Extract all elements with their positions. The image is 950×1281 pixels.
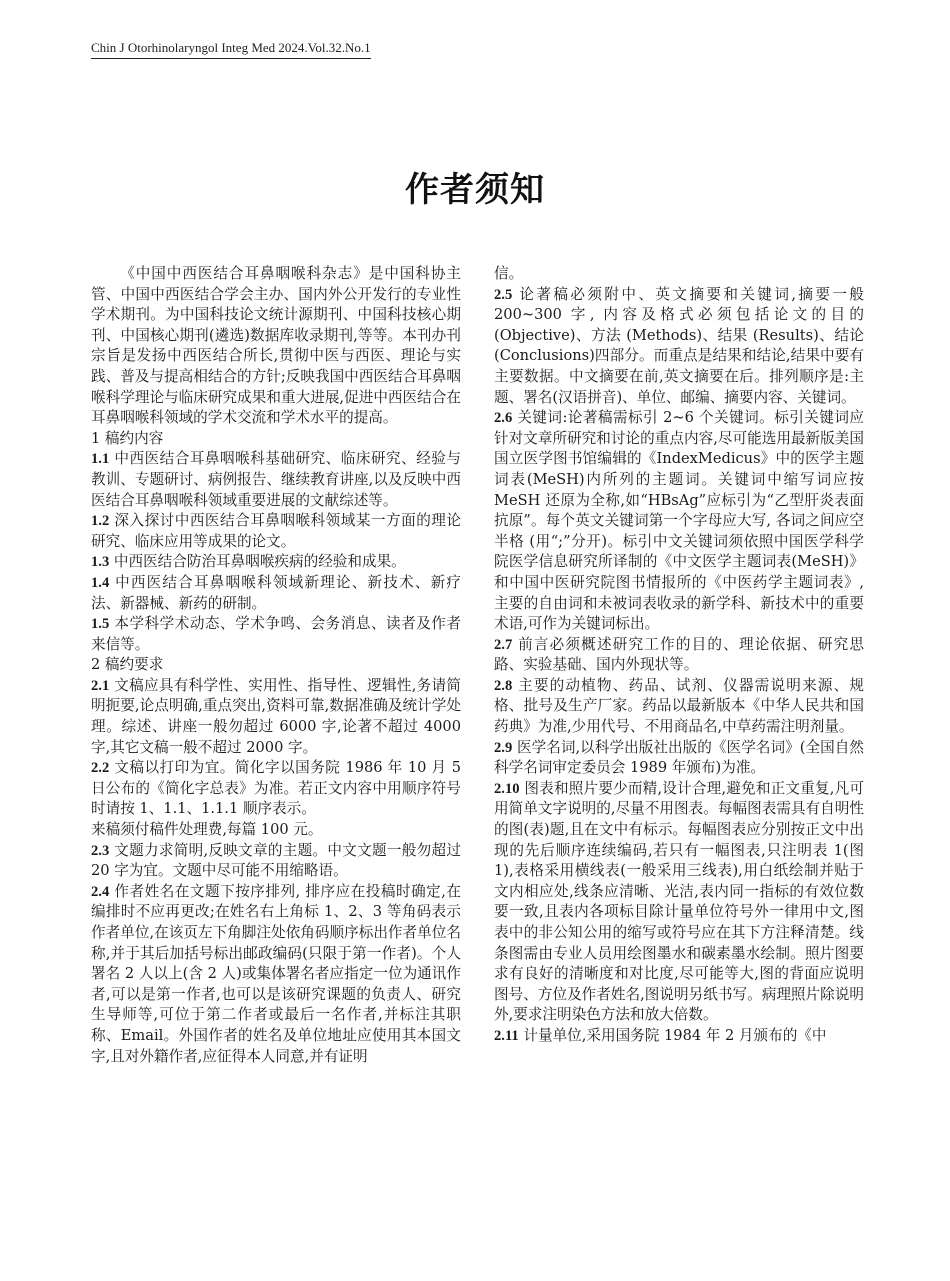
clause-number: 2.2 — [91, 760, 110, 777]
clause-text: 前言必须概述研究工作的目的、理论依据、研究思路、实验基础、国内外现状等。 — [494, 635, 864, 674]
clause-2-7 — [494, 635, 864, 676]
clause-text: 文题力求简明,反映文章的主题。中文文题一般勿超过 20 字为宜。文题中尽可能不用缩略语。 — [91, 841, 461, 880]
clause-number: 2.5 — [494, 286, 513, 303]
clause-text: 医学名词,以科学出版社出版的《医学名词》(全国自然科学名词审定委员会 1989 年颁布)为准。 — [494, 738, 864, 777]
clause-2-5 — [494, 285, 864, 409]
clause-2-1 — [91, 676, 461, 758]
clause-number: 2.11 — [494, 1027, 519, 1044]
intro-paragraph: 《中国中西医结合耳鼻咽喉科杂志》是中国科协主管、中国中西医结合学会主办、国内外公开发行的专业性学术期刊。为中国科技论文统计源期刊、中国科技核心期刊、中国核心期刊(遴选)数据库收录期刊,等等。本刊办刊宗旨是发扬中西医结合所长,贯彻中医与西医、理论与实践、普及与提高相结合的方针;反映我国中西医结合耳鼻咽喉科学理论与临床研究成果和重大进展,促进中西医结合在耳鼻咽喉科领域的学术交流和学术水平的提高。 — [91, 265, 461, 427]
clause-number: 1.5 — [91, 616, 110, 633]
clause-1-5 — [91, 614, 461, 655]
clause-text: 本学科学术动态、学术争鸣、会务消息、读者及作者来信等。 — [91, 615, 461, 653]
clause-text: 计量单位,采用国务院 1984 年 2 月颁布的《中 — [523, 1026, 827, 1044]
right-column — [494, 264, 864, 1047]
clause-2-6 — [494, 408, 864, 635]
left-column — [91, 264, 461, 1067]
clause-number: 2.1 — [91, 677, 110, 694]
clause-text: 主要的动植物、药品、试剂、仪器需说明来源、规格、批号及生产厂家。药品以最新版本《中华人民共和国药典》为准,少用代号、不用商品名,中草药需注明剂量。 — [494, 676, 864, 736]
fee-note: 来稿须付稿件处理费,每篇 100 元。 — [91, 821, 323, 839]
clause-text: 中西医结合耳鼻咽喉科领域新理论、新技术、新疗法、新器械、新药的研制。 — [91, 573, 461, 612]
page-title: 作者须知 — [405, 170, 545, 210]
clause-number: 2.4 — [91, 883, 110, 900]
clause-1-1 — [91, 449, 461, 511]
clause-text: 深入探讨中西医结合耳鼻咽喉科领域某一方面的理论研究、临床应用等成果的论文。 — [91, 512, 461, 550]
clause-2-3 — [91, 841, 461, 882]
clause-1-2 — [91, 511, 461, 552]
clause-1-4 — [91, 573, 461, 614]
clause-number: 1.1 — [91, 451, 110, 468]
clause-2-4 — [91, 882, 461, 1067]
clause-text: 作者姓名在文题下按序排列, 排序应在投稿时确定,在编排时不应再更改;在姓名右上角标 1、2、3 等角码表示作者单位,在该页左下角脚注处依角码顺序标出作者单位名称,并于其后加括号标出邮政编码(只限于第一作者)。个人署名 2 人以上(含 2 人)或集体署名者应指定一位为通讯作者,可以是第一作者,也可以是该研究课题的负责人、研究生导师等,可位于第二作者或最后一名作者,并标注其职称、Email。外国作者的姓名及单位地址应使用其本国文字,且对外籍作者,应征得本人同意,并有证明 — [91, 882, 462, 1065]
section-heading-1: 1 稿约内容 — [91, 429, 164, 447]
clause-text: 关键词:论著稿需标引 2~6 个关键词。标引关键词应针对文章所研究和讨论的重点内容,尽可能选用最新版美国国立医学图书馆编辑的《IndexMedicus》中的医学主题词表(MeSH)内所列的主题词。关键词中缩写词应按 MeSH 还原为全称,如“HBsAg”应标引为“乙型肝炎表面抗原”。每个英文关键词第一个字母应大写, 各词之间应空半格 (用“;”分开)。标引中文关键词须依照中国医学科学院医学信息研究所译制的《中文医学主题词表(MeSH)》和中国中医研究院图书情报所的《中医药学主题词表》, 主要的自由词和未被词表收录的新学科、新技术中的重要术语,可作为关键词标出。 — [494, 409, 865, 633]
clause-text: 论著稿必须附中、英文摘要和关键词,摘要一般 200~300 字, 内容及格式必须包括论文的目的(Objective)、方法 (Methods)、结果 (Results)、结论(Conclusions)四部分。而重点是结果和结论,结果中要有主要数据。中文摘要在前,英文摘要在后。排列顺序是:主题、署名(汉语拼音)、单位、邮编、摘要内容、关键词。 — [494, 285, 864, 406]
clause-text: 文稿以打印为宜。简化字以国务院 1986 年 10 月 5 日公布的《简化字总表》为准。若正文内容中用顺序符号时请按 1、1.1、1.1.1 顺序表示。 — [91, 759, 461, 818]
clause-number: 2.7 — [494, 636, 513, 653]
continued-text: 信。 — [494, 265, 524, 282]
clause-number: 2.10 — [494, 780, 520, 797]
clause-number: 2.3 — [91, 842, 110, 859]
clause-1-3 — [91, 552, 461, 573]
clause-2-10 — [494, 779, 864, 1026]
clause-text: 中西医结合耳鼻咽喉科基础研究、临床研究、经验与教训、专题研讨、病例报告、继续教育讲座,以及反映中西医结合耳鼻咽喉科领域重要进展的文献综述等。 — [91, 450, 461, 509]
clause-number: 1.2 — [91, 513, 110, 530]
clause-text: 中西医结合防治耳鼻咽喉疾病的经验和成果。 — [113, 553, 406, 571]
clause-text: 图表和照片要少而精,设计合理,避免和正文重复,凡可用简单文字说明的,尽量不用图表。每幅图表需具有自明性的图(表)题,且在文中有标示。每幅图表应分别按正文中出现的先后顺序连续编码,若只有一幅图表,只注明表 1(图 1),表格采用横线表(一般采用三线表),用白纸绘制并贴于文内相应处,线条应清晰、光洁,表内同一指标的有效位数要一致,且表内各项标目除计量单位符号外一律用中文,图表中的非公知公用的缩写或符号应在其下方注释清楚。线条图需由专业人员用绘图墨水和碳素墨水绘制。照片图要求有良好的清晰度和对比度,尽可能等大,图的背面应说明图号、方位及作者姓名,图说明另纸书写。病理照片除说明外,要求注明染色方法和放大倍数。 — [494, 779, 865, 1024]
section-heading-2: 2 稿约要求 — [91, 656, 164, 674]
clause-number: 2.8 — [494, 677, 513, 694]
clause-2-8 — [494, 676, 864, 738]
clause-text: 文稿应具有科学性、实用性、指导性、逻辑性,务请简明扼要,论点明确,重点突出,资料可靠,数据准确及统计学处理。综述、讲座一般勿超过 6000 字,论著不超过 4000 字,其它文稿一般不超过 2000 字。 — [91, 676, 461, 756]
clause-number: 1.4 — [91, 574, 110, 591]
clause-2-9 — [494, 738, 864, 779]
clause-number: 1.3 — [91, 554, 110, 571]
clause-2-2 — [91, 758, 461, 820]
clause-number: 2.9 — [494, 739, 513, 756]
clause-number: 2.6 — [494, 410, 513, 427]
clause-2-11 — [494, 1026, 864, 1047]
journal-header: Chin J Otorhinolaryngol Integ Med 2024.Vol.32.No.1 — [91, 40, 371, 59]
